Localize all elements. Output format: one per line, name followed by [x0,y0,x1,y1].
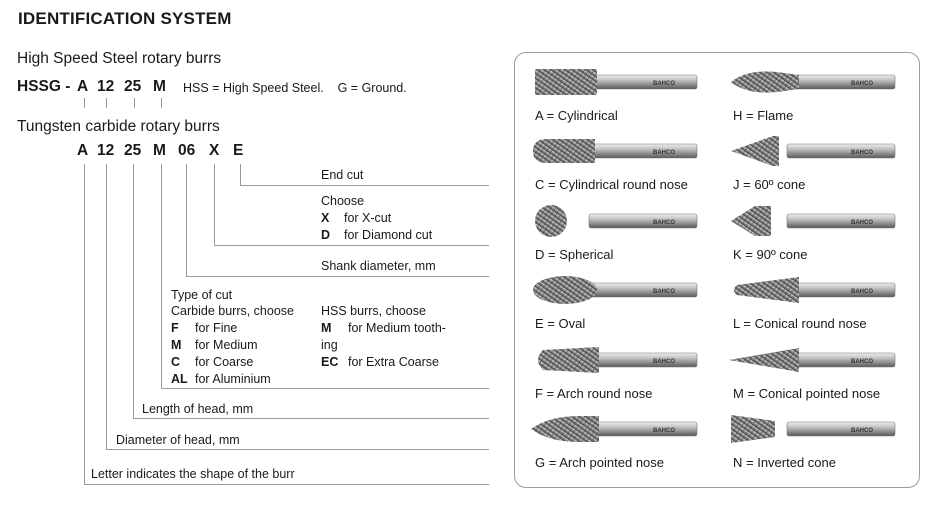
carbide-code-length: 25 [124,142,142,159]
hss-m-text: for Medium tooth- [348,321,446,335]
hss-code-length: 25 [124,78,142,95]
burr-conical-pointed-image [727,343,897,379]
svg-text:BAHCO: BAHCO [851,359,873,365]
burr-flame-image [727,65,897,101]
connector [106,98,107,108]
leader-line [84,164,85,484]
burr-conical-round-image [727,273,897,309]
burr-oval-caption: E = Oval [535,316,586,331]
c-text: for Coarse [195,355,254,369]
svg-text:BAHCO: BAHCO [851,428,873,434]
hss-code-cut: M [153,78,166,95]
ec-key: EC [321,355,339,369]
leader-line [186,164,187,276]
carbide-code-endcut: E [233,142,244,159]
hss-choose-label: HSS burrs, choose [321,304,426,318]
svg-text:BAHCO: BAHCO [851,220,873,226]
page-title: IDENTIFICATION SYSTEM [18,9,232,28]
x-text: for X-cut [344,211,392,225]
burr-cone90-image [727,204,897,240]
ec-text: for Extra Coarse [348,355,440,369]
burr-inverted-cone-caption: N = Inverted cone [733,455,836,470]
burr-cylindrical-caption: A = Cylindrical [535,108,618,123]
hss-m-text-cont: ing [321,338,338,352]
leader-line [133,164,134,418]
hss-code-diameter: 12 [97,78,115,95]
svg-text:BAHCO: BAHCO [851,150,873,156]
svg-text:BAHCO: BAHCO [653,220,675,226]
shapes-panel [514,52,920,488]
d-text: for Diamond cut [344,228,433,242]
burr-cyl-round-image [529,134,699,170]
hss-heading: High Speed Steel rotary burrs [17,50,222,67]
svg-text:BAHCO: BAHCO [653,150,675,156]
svg-text:BAHCO: BAHCO [653,428,675,434]
leader-line [240,185,489,186]
leader-line [161,164,162,388]
burr-spherical-caption: D = Spherical [535,247,614,262]
f-text: for Fine [195,321,238,335]
burr-inverted-cone-image [727,412,897,448]
burr-oval-image [529,273,699,309]
burr-arch-pointed-image [529,412,699,448]
length-label: Length of head, mm [142,402,254,416]
burr-conical-round-caption: L = Conical round nose [733,316,867,331]
leader-line [214,164,215,245]
carbide-code-cuttype: X [209,142,220,159]
svg-text:BAHCO: BAHCO [653,81,675,87]
al-text: for Aluminium [195,372,271,386]
carbide-code-cut: M [153,142,166,159]
hss-code-shape: A [77,78,89,95]
leader-line [84,484,489,485]
c-key: C [171,355,181,369]
m-text: for Medium [195,338,258,352]
leader-line [133,418,489,419]
burr-flame-caption: H = Flame [733,108,794,123]
burr-spherical-image [529,204,699,240]
leader-line [240,164,241,185]
burr-arch-round-image [529,343,699,379]
carbide-choose-label: Carbide burrs, choose [171,304,294,318]
diameter-label: Diameter of head, mm [116,433,240,447]
svg-text:BAHCO: BAHCO [851,289,873,295]
connector [134,98,135,108]
burr-cylindrical-image [529,65,699,101]
hss-code-prefix: HSSG - [17,78,71,95]
leader-line [106,164,107,449]
burr-cone90-caption: K = 90º cone [733,247,808,262]
leader-line [214,245,489,246]
carbide-code-diameter: 12 [97,142,115,159]
carbide-heading: Tungsten carbide rotary burrs [17,118,220,135]
shank-label: Shank diameter, mm [321,259,436,273]
connector [161,98,162,108]
f-key: F [171,321,179,335]
type-of-cut-label: Type of cut [171,288,233,302]
svg-text:BAHCO: BAHCO [653,289,675,295]
burr-cyl-round-caption: C = Cylindrical round nose [535,177,688,192]
burr-cone60-caption: J = 60º cone [733,177,806,192]
d-key: D [321,228,331,242]
m-key: M [171,338,182,352]
svg-text:BAHCO: BAHCO [851,81,873,87]
connector [84,98,85,108]
burr-conical-pointed-caption: M = Conical pointed nose [733,386,881,401]
hss-note: HSS = High Speed Steel. G = Ground. [183,81,407,95]
al-key: AL [171,372,188,386]
end-cut-label: End cut [321,168,364,182]
burr-arch-round-caption: F = Arch round nose [535,386,653,401]
carbide-code-shank: 06 [178,142,196,159]
svg-text:BAHCO: BAHCO [653,359,675,365]
hss-m-key: M [321,321,332,335]
burr-cone60-image [727,134,897,170]
letter-label: Letter indicates the shape of the burr [91,467,295,481]
choose-label: Choose [321,194,365,208]
leader-line [186,276,489,277]
leader-line [106,449,489,450]
carbide-code-shape: A [77,142,89,159]
leader-line [161,388,489,389]
x-key: X [321,211,330,225]
burr-arch-pointed-caption: G = Arch pointed nose [535,455,665,470]
